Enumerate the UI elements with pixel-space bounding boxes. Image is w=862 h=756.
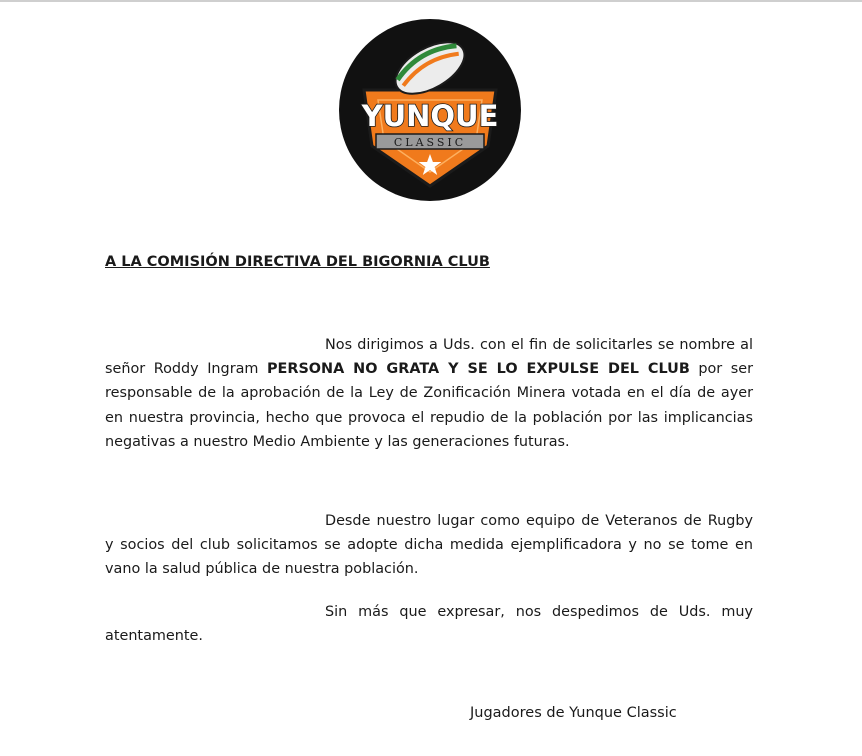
paragraph-3-text: Sin más que expresar, nos despedimos de Uds. muy atentamente. — [105, 604, 753, 645]
signature: Jugadores de Yunque Classic — [470, 705, 677, 721]
paragraph-1-bold: PERSONA NO GRATA Y SE LO EXPULSE DEL CLUB — [266, 361, 690, 378]
paragraph-2-text: Desde nuestro lugar como equipo de Veteranos de Rugby y socios del club solicitamos se adopte dicha medida ejemplificadora y no se tome en vano la salud pública de nuestra población. — [105, 513, 753, 578]
paragraph-3 — [105, 600, 753, 648]
top-border — [0, 0, 862, 2]
logo-name: YUNQUE — [361, 99, 499, 133]
paragraph-2 — [105, 509, 753, 582]
logo-subname: CLASSIC — [393, 136, 467, 149]
paragraph-1 — [105, 333, 753, 454]
paragraph-1-text: Nos dirigimos a Uds. con el fin de solicitarles se nombre al señor Roddy Ingram — [105, 337, 753, 378]
letter-heading: A LA COMISIÓN DIRECTIVA DEL BIGORNIA CLUB — [105, 254, 490, 270]
logo-graphic — [338, 18, 522, 202]
paragraph-1-rest: por ser responsable de la aprobación de la Ley de Zonificación Minera votada en el día de ayer en nuestra provincia, hecho que provoca el repudio de la población por las implicancias negativas a nuestro Medio Ambiente y las generaciones futuras. — [105, 361, 753, 450]
yunque-classic-logo — [338, 18, 522, 202]
